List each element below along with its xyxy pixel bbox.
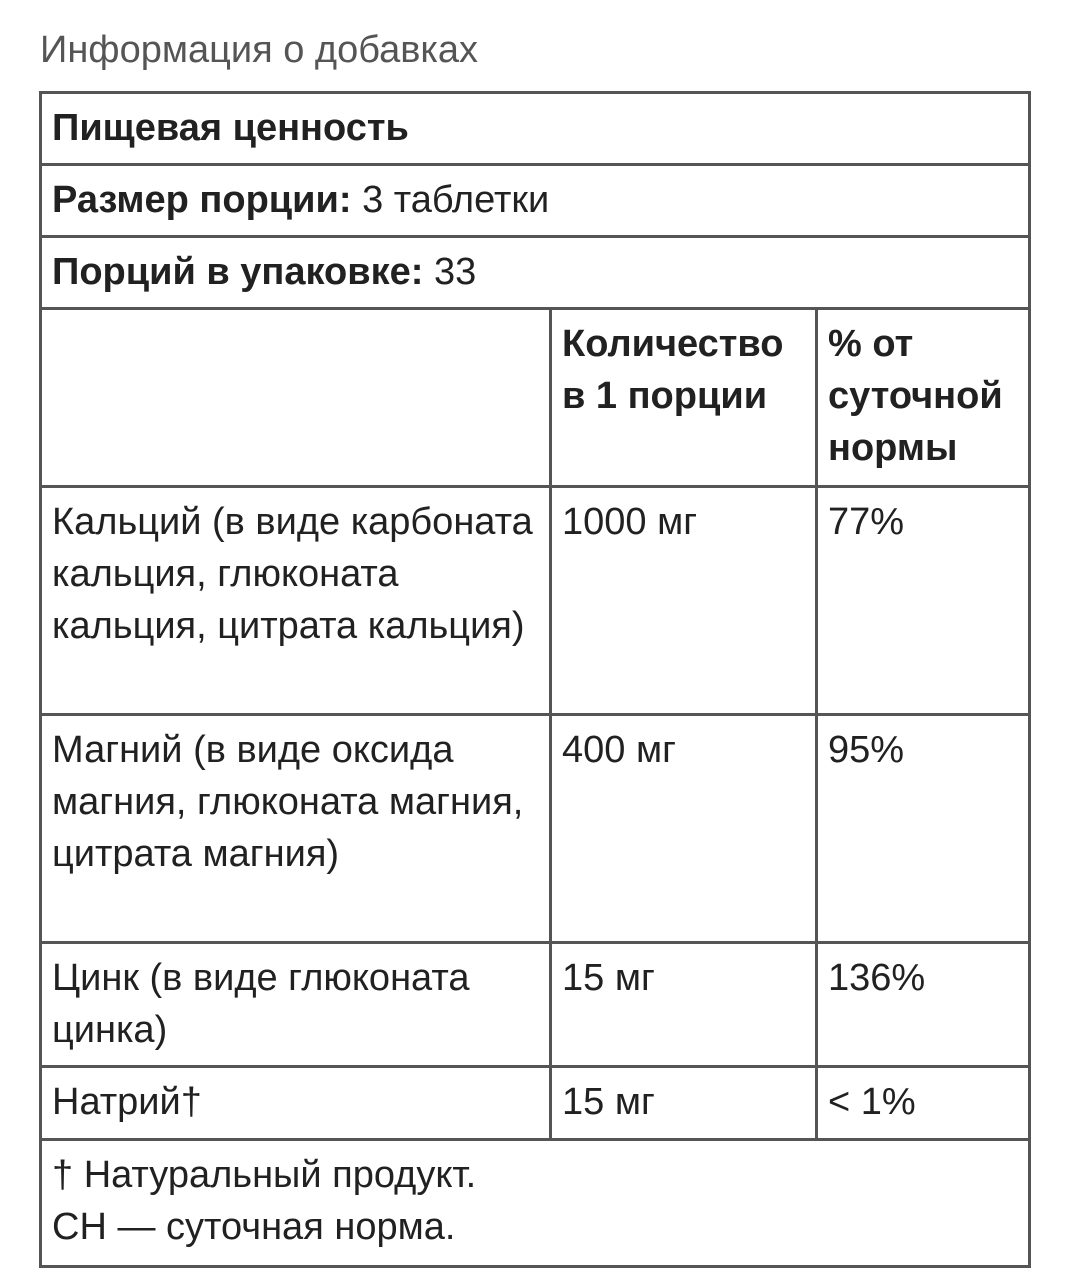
facts-heading-text: Пищевая ценность: [52, 107, 409, 149]
table-row: [42, 944, 1028, 1068]
nutrient-name: Кальций (в виде карбоната кальция, глюконата кальция, цитрата кальция): [42, 488, 552, 716]
nutrient-amount: 400 мг: [552, 716, 818, 944]
serving-size-value: 3 таблетки: [351, 179, 550, 221]
footnote-natural: † Натуральный продукт.: [52, 1154, 477, 1196]
column-header-row: [42, 310, 1028, 488]
table-row: [42, 716, 1028, 944]
supplement-facts-table: [39, 91, 1031, 1268]
serving-size: [42, 166, 1028, 238]
servings-per-container: [42, 238, 1028, 310]
nutrient-name: Цинк (в виде глюконата цинка): [42, 944, 552, 1068]
nutrient-amount: 1000 мг: [552, 488, 818, 716]
footnotes: [42, 1141, 1028, 1265]
footnote-row: [42, 1141, 1028, 1265]
nutrient-amount: 15 мг: [552, 944, 818, 1068]
servings-per-container-row: [42, 238, 1028, 310]
nutrient-name: Натрий†: [42, 1068, 552, 1141]
table-row: [42, 1068, 1028, 1141]
table-row: [42, 488, 1028, 716]
column-header-name: [42, 310, 552, 488]
footnote-dv: СН — суточная норма.: [52, 1206, 456, 1248]
nutrient-name: Магний (в виде оксида магния, глюконата магния, цитрата магния): [42, 716, 552, 944]
nutrient-dv: 136%: [818, 944, 1028, 1068]
column-header-dv: % от суточной нормы: [818, 310, 1028, 488]
facts-heading: [42, 94, 1028, 166]
servings-value: 33: [423, 251, 477, 293]
serving-size-row: [42, 166, 1028, 238]
nutrient-amount: 15 мг: [552, 1068, 818, 1141]
nutrient-dv: 77%: [818, 488, 1028, 716]
servings-label: Порций в упаковке:: [52, 251, 424, 293]
page-title: Информация о добавках: [40, 29, 479, 71]
column-header-amount: Количество в 1 порции: [552, 310, 818, 488]
nutrient-dv: 95%: [818, 716, 1028, 944]
facts-heading-row: [42, 94, 1028, 166]
serving-size-label: Размер порции:: [52, 179, 352, 221]
nutrient-dv: < 1%: [818, 1068, 1028, 1141]
